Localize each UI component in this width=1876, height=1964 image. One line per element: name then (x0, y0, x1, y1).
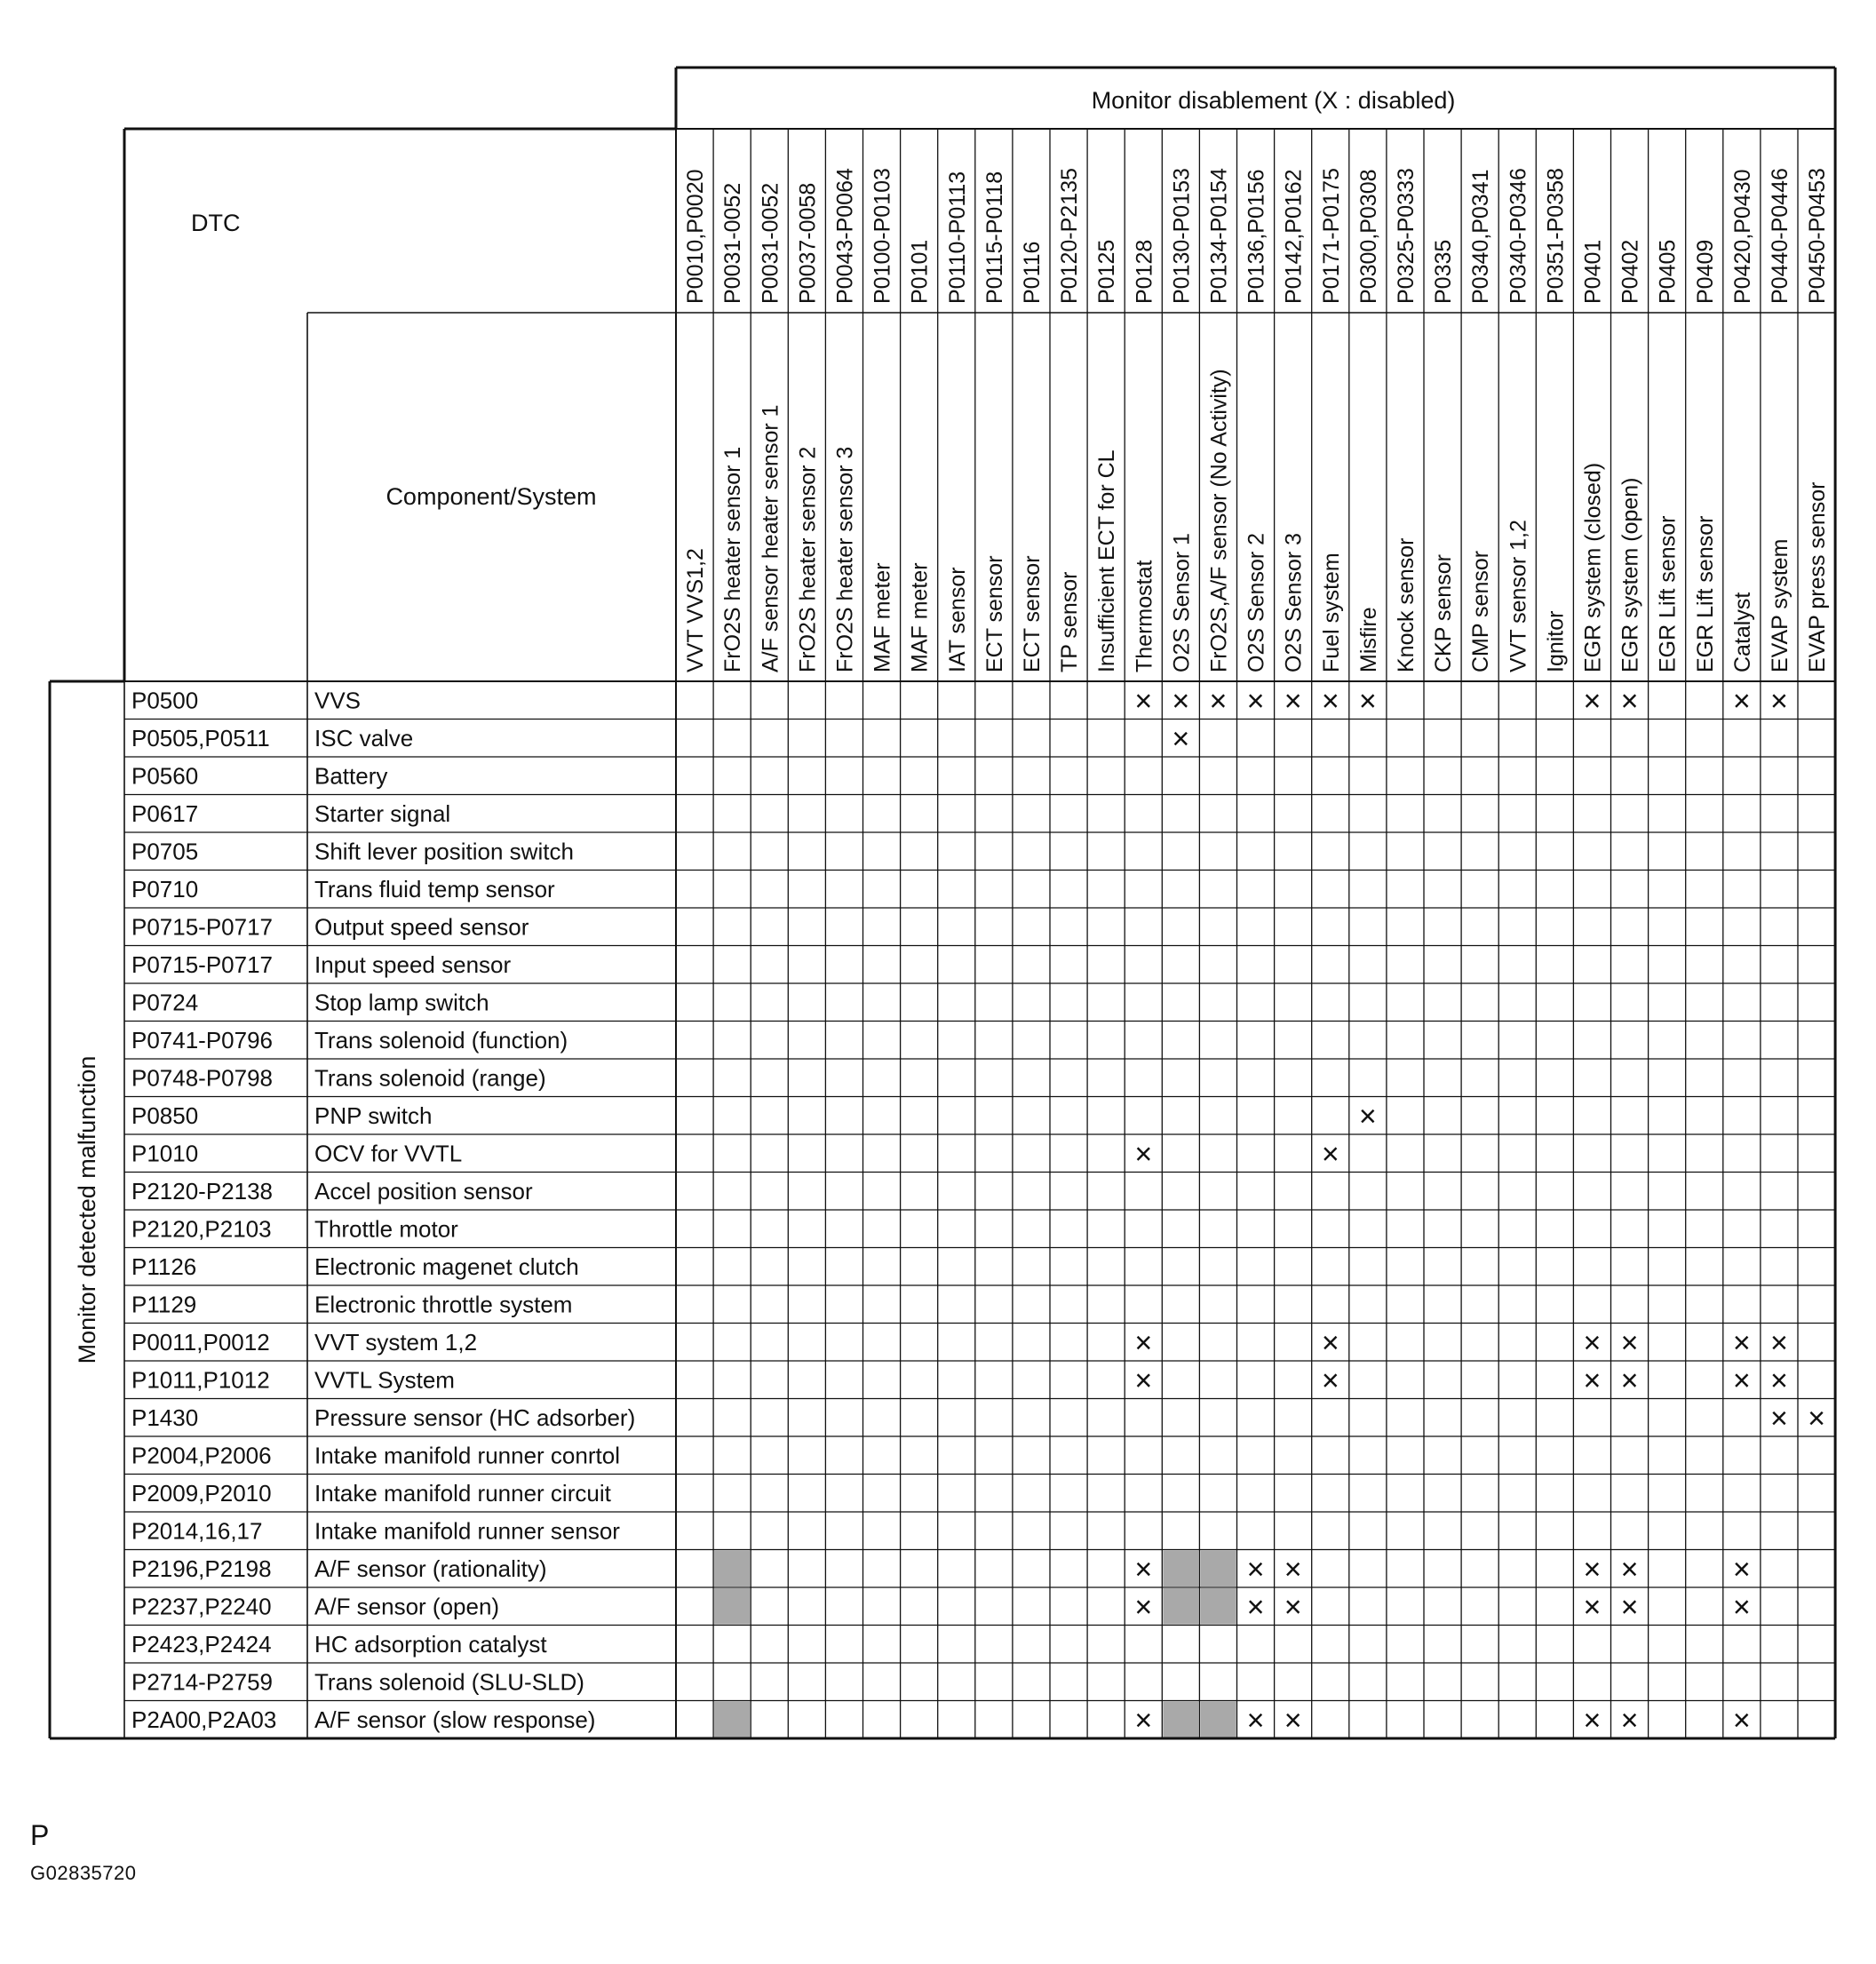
footer-letter: P (30, 1819, 50, 1851)
disabled-marks (1134, 684, 1825, 1737)
disabled-mark: × (1808, 1401, 1825, 1435)
monitor-dtc-1: P0031-0052 (720, 182, 746, 304)
monitor-name-4: FrO2S heater sensor 3 (832, 446, 858, 672)
monitor-name-23: Ignitor (1543, 610, 1569, 672)
row-dtc: P0505,P0511 (131, 724, 270, 751)
monitor-name-3: FrO2S heater sensor 2 (795, 446, 821, 672)
shaded-cell (1200, 1551, 1236, 1587)
monitor-dtc-20: P0335 (1431, 239, 1457, 304)
disabled-mark: × (1583, 684, 1602, 719)
monitor-name-0: VVT VVS1,2 (683, 548, 709, 672)
row-component: Input speed sensor (314, 950, 512, 978)
disabled-mark: × (1134, 684, 1153, 719)
row-component: A/F sensor (rationality) (314, 1555, 547, 1582)
disabled-mark: × (1284, 684, 1302, 719)
row-component: VVTL System (314, 1366, 455, 1394)
monitor-dtc-18: P0300,P0308 (1355, 169, 1381, 304)
monitor-dtc-11: P0125 (1094, 239, 1120, 304)
disabled-mark: × (1172, 684, 1190, 719)
row-component: Trans solenoid (SLU-SLD) (314, 1668, 584, 1696)
monitor-dtc-25: P0402 (1618, 239, 1643, 304)
row-component: Electronic throttle system (314, 1291, 573, 1318)
row-component: A/F sensor (open) (314, 1593, 500, 1620)
disabled-mark: × (1284, 1552, 1302, 1586)
disabled-mark: × (1134, 1137, 1153, 1172)
disabled-mark: × (1134, 1590, 1153, 1625)
row-dtc: P2423,P2424 (131, 1630, 272, 1658)
monitor-name-20: CKP sensor (1431, 554, 1457, 672)
monitor-dtc-9: P0116 (1019, 241, 1045, 304)
row-dtc: P0850 (131, 1101, 199, 1129)
monitor-dtc-8: P0115-P0118 (982, 171, 1007, 304)
monitor-name-30: EVAP press sensor (1805, 481, 1831, 672)
disabled-mark: × (1770, 1364, 1788, 1398)
row-dtc: P1011,P1012 (131, 1366, 270, 1394)
row-dtc: P0724 (131, 989, 199, 1016)
disabled-mark: × (1321, 1325, 1339, 1360)
monitor-name-24: EGR system (closed) (1580, 462, 1606, 672)
shaded-cell (1163, 1702, 1198, 1738)
disabled-mark: × (1172, 721, 1190, 756)
row-component: Throttle motor (314, 1215, 458, 1243)
row-dtc: P0617 (131, 799, 199, 827)
row-component: Starter signal (314, 799, 451, 827)
monitor-name-17: Fuel system (1318, 553, 1344, 672)
disabled-mark: × (1732, 1703, 1751, 1737)
monitor-dtc-29: P0440-P0446 (1767, 168, 1793, 304)
disabled-mark: × (1246, 1590, 1265, 1625)
disabled-mark: × (1620, 1590, 1639, 1625)
monitor-name-28: Catalyst (1729, 592, 1755, 672)
monitor-name-12: Thermostat (1132, 560, 1157, 672)
disabled-mark: × (1246, 1703, 1265, 1737)
row-component: ISC valve (314, 724, 414, 751)
row-dtc: P2009,P2010 (131, 1479, 272, 1507)
monitor-name-1: FrO2S heater sensor 1 (720, 446, 746, 672)
monitor-name-9: ECT sensor (1019, 555, 1045, 672)
row-component: Trans solenoid (function) (314, 1026, 568, 1054)
monitor-name-22: VVT sensor 1,2 (1506, 520, 1531, 672)
disabled-mark: × (1209, 684, 1228, 719)
monitor-dtc-22: P0340-P0346 (1506, 168, 1531, 304)
monitor-dtc-4: P0043-P0064 (832, 168, 858, 304)
monitor-dtc-13: P0130-P0153 (1169, 168, 1195, 304)
shaded-cell (1200, 1588, 1236, 1625)
monitor-dtc-2: P0031-0052 (758, 182, 783, 304)
row-dtc: P2237,P2240 (131, 1593, 272, 1620)
disabled-mark: × (1358, 1099, 1377, 1133)
monitor-dtc-27: P0409 (1692, 239, 1718, 304)
monitor-dtc-28: P0420,P0430 (1729, 169, 1755, 304)
row-component: A/F sensor (slow response) (314, 1706, 596, 1733)
disabled-mark: × (1583, 1703, 1602, 1737)
monitor-name-7: IAT sensor (944, 567, 970, 672)
table-title: Monitor disablement (X : disabled) (1091, 87, 1456, 114)
disabled-mark: × (1732, 1325, 1751, 1360)
row-component: Intake manifold runner circuit (314, 1479, 611, 1507)
disabled-mark: × (1583, 1590, 1602, 1625)
row-dtc: P0748-P0798 (131, 1064, 274, 1092)
row-component: HC adsorption catalyst (314, 1630, 547, 1658)
shaded-cell (1163, 1588, 1198, 1625)
row-dtc: P2714-P2759 (131, 1668, 274, 1696)
row-dtc: P2196,P2198 (131, 1555, 272, 1582)
row-component: Trans solenoid (range) (314, 1064, 546, 1092)
row-dtc: P2014,16,17 (131, 1517, 263, 1545)
row-component: Battery (314, 762, 388, 790)
row-dtc: P0705 (131, 838, 199, 865)
disabled-mark: × (1620, 684, 1639, 719)
monitor-dtc-7: P0110-P0113 (944, 171, 970, 304)
disabled-mark: × (1284, 1703, 1302, 1737)
monitor-name-10: TP sensor (1057, 571, 1083, 672)
shaded-cell (714, 1702, 750, 1738)
monitor-name-2: A/F sensor heater sensor 1 (758, 404, 783, 672)
disabled-mark: × (1246, 684, 1265, 719)
row-dtc: P0560 (131, 762, 199, 790)
monitor-dtc-16: P0142,P0162 (1281, 169, 1307, 304)
row-component: Output speed sensor (314, 913, 529, 941)
disabled-mark: × (1134, 1703, 1153, 1737)
monitor-name-21: CMP sensor (1468, 550, 1494, 672)
monitor-name-15: O2S Sensor 2 (1244, 532, 1269, 672)
row-dtc: P0715-P0717 (131, 950, 274, 978)
disabled-mark: × (1770, 1325, 1788, 1360)
monitor-dtc-15: P0136,P0156 (1244, 169, 1269, 304)
disabled-mark: × (1246, 1552, 1265, 1586)
row-dtc: P0715-P0717 (131, 913, 274, 941)
row-component: VVS (314, 687, 362, 714)
monitor-dtc-5: P0100-P0103 (870, 168, 895, 304)
row-dtc: P2004,P2006 (131, 1442, 272, 1469)
monitor-dtc-19: P0325-P0333 (1393, 168, 1419, 304)
disabled-mark: × (1620, 1552, 1639, 1586)
disabled-mark: × (1732, 1364, 1751, 1398)
row-component: Accel position sensor (314, 1177, 533, 1205)
row-component: Electronic magenet clutch (314, 1252, 579, 1280)
row-dtc: P2A00,P2A03 (131, 1706, 277, 1733)
monitor-dtc-30: P0450-P0453 (1805, 168, 1831, 304)
table-text (74, 87, 1830, 1733)
disabled-mark: × (1321, 1364, 1339, 1398)
row-dtc: P0500 (131, 687, 199, 714)
shaded-cell (1200, 1702, 1236, 1738)
row-dtc: P1129 (131, 1291, 197, 1318)
monitor-name-19: Knock sensor (1393, 537, 1419, 672)
row-dtc: P1126 (131, 1252, 197, 1280)
row-component: Shift lever position switch (314, 838, 574, 865)
disabled-mark: × (1134, 1364, 1153, 1398)
monitor-dtc-14: P0134-P0154 (1206, 168, 1232, 304)
monitor-dtc-12: P0128 (1132, 239, 1157, 304)
monitor-name-11: Insufficient ECT for CL (1094, 449, 1120, 672)
row-dtc: P0741-P0796 (131, 1026, 274, 1054)
row-dtc: P1430 (131, 1403, 199, 1431)
disabled-mark: × (1583, 1364, 1602, 1398)
disabled-mark: × (1732, 1590, 1751, 1625)
disabled-mark: × (1583, 1325, 1602, 1360)
row-component: Intake manifold runner conrtol (314, 1442, 620, 1469)
disabled-mark: × (1583, 1552, 1602, 1586)
disabled-mark: × (1620, 1364, 1639, 1398)
row-dtc: P2120,P2103 (131, 1215, 272, 1243)
monitor-dtc-24: P0401 (1580, 239, 1606, 304)
shaded-cell (1163, 1551, 1198, 1587)
monitor-dtc-23: P0351-P0358 (1543, 168, 1569, 304)
disabled-mark: × (1770, 684, 1788, 719)
disabled-mark: × (1134, 1325, 1153, 1360)
row-dtc: P2120-P2138 (131, 1177, 274, 1205)
monitor-name-13: O2S Sensor 1 (1169, 532, 1195, 672)
monitor-name-26: EGR Lift sensor (1655, 515, 1681, 672)
monitor-name-18: Misfire (1355, 607, 1381, 672)
monitor-dtc-17: P0171-P0175 (1318, 168, 1344, 304)
monitor-name-27: EGR Lift sensor (1692, 515, 1718, 672)
shaded-cell (714, 1588, 750, 1625)
disabled-mark: × (1134, 1552, 1153, 1586)
row-component: OCV for VVTL (314, 1140, 463, 1167)
row-component: Pressure sensor (HC adsorber) (314, 1403, 636, 1431)
disabled-mark: × (1770, 1401, 1788, 1435)
monitor-name-6: MAF meter (907, 562, 933, 672)
monitor-dtc-26: P0405 (1655, 239, 1681, 304)
disabled-mark: × (1620, 1325, 1639, 1360)
monitor-name-25: EGR system (open) (1618, 477, 1643, 672)
monitor-name-14: FrO2S,A/F sensor (No Activity) (1206, 369, 1232, 672)
monitor-name-8: ECT sensor (982, 555, 1007, 672)
disabled-mark: × (1620, 1703, 1639, 1737)
side-label: Monitor detected malfunction (74, 1055, 100, 1364)
monitor-name-16: O2S Sensor 3 (1281, 532, 1307, 672)
monitor-dtc-10: P0120-P2135 (1057, 168, 1083, 304)
disabled-mark: × (1284, 1590, 1302, 1625)
monitor-dtc-3: P0037-0058 (795, 182, 821, 304)
row-component: PNP switch (314, 1101, 433, 1129)
monitor-name-29: EVAP system (1767, 538, 1793, 672)
component-column-header: Component/System (386, 483, 597, 510)
figure-code: G02835720 (30, 1862, 137, 1884)
disabled-mark: × (1732, 684, 1751, 719)
disabled-mark: × (1321, 684, 1339, 719)
shaded-cell (714, 1551, 750, 1587)
row-component: Intake manifold runner sensor (314, 1517, 620, 1545)
disabled-mark: × (1732, 1552, 1751, 1586)
row-component: Stop lamp switch (314, 989, 489, 1016)
row-component: Trans fluid temp sensor (314, 875, 555, 902)
monitor-dtc-6: P0101 (907, 239, 933, 304)
row-dtc: P0011,P0012 (131, 1328, 270, 1356)
dtc-column-header: DTC (191, 210, 241, 236)
monitor-dtc-0: P0010,P0020 (683, 169, 709, 304)
disabled-mark: × (1358, 684, 1377, 719)
row-dtc: P0710 (131, 875, 199, 902)
monitor-name-5: MAF meter (870, 562, 895, 672)
disabled-mark: × (1321, 1137, 1339, 1172)
monitor-dtc-21: P0340,P0341 (1468, 169, 1494, 304)
row-dtc: P1010 (131, 1140, 199, 1167)
row-component: VVT system 1,2 (314, 1328, 478, 1356)
